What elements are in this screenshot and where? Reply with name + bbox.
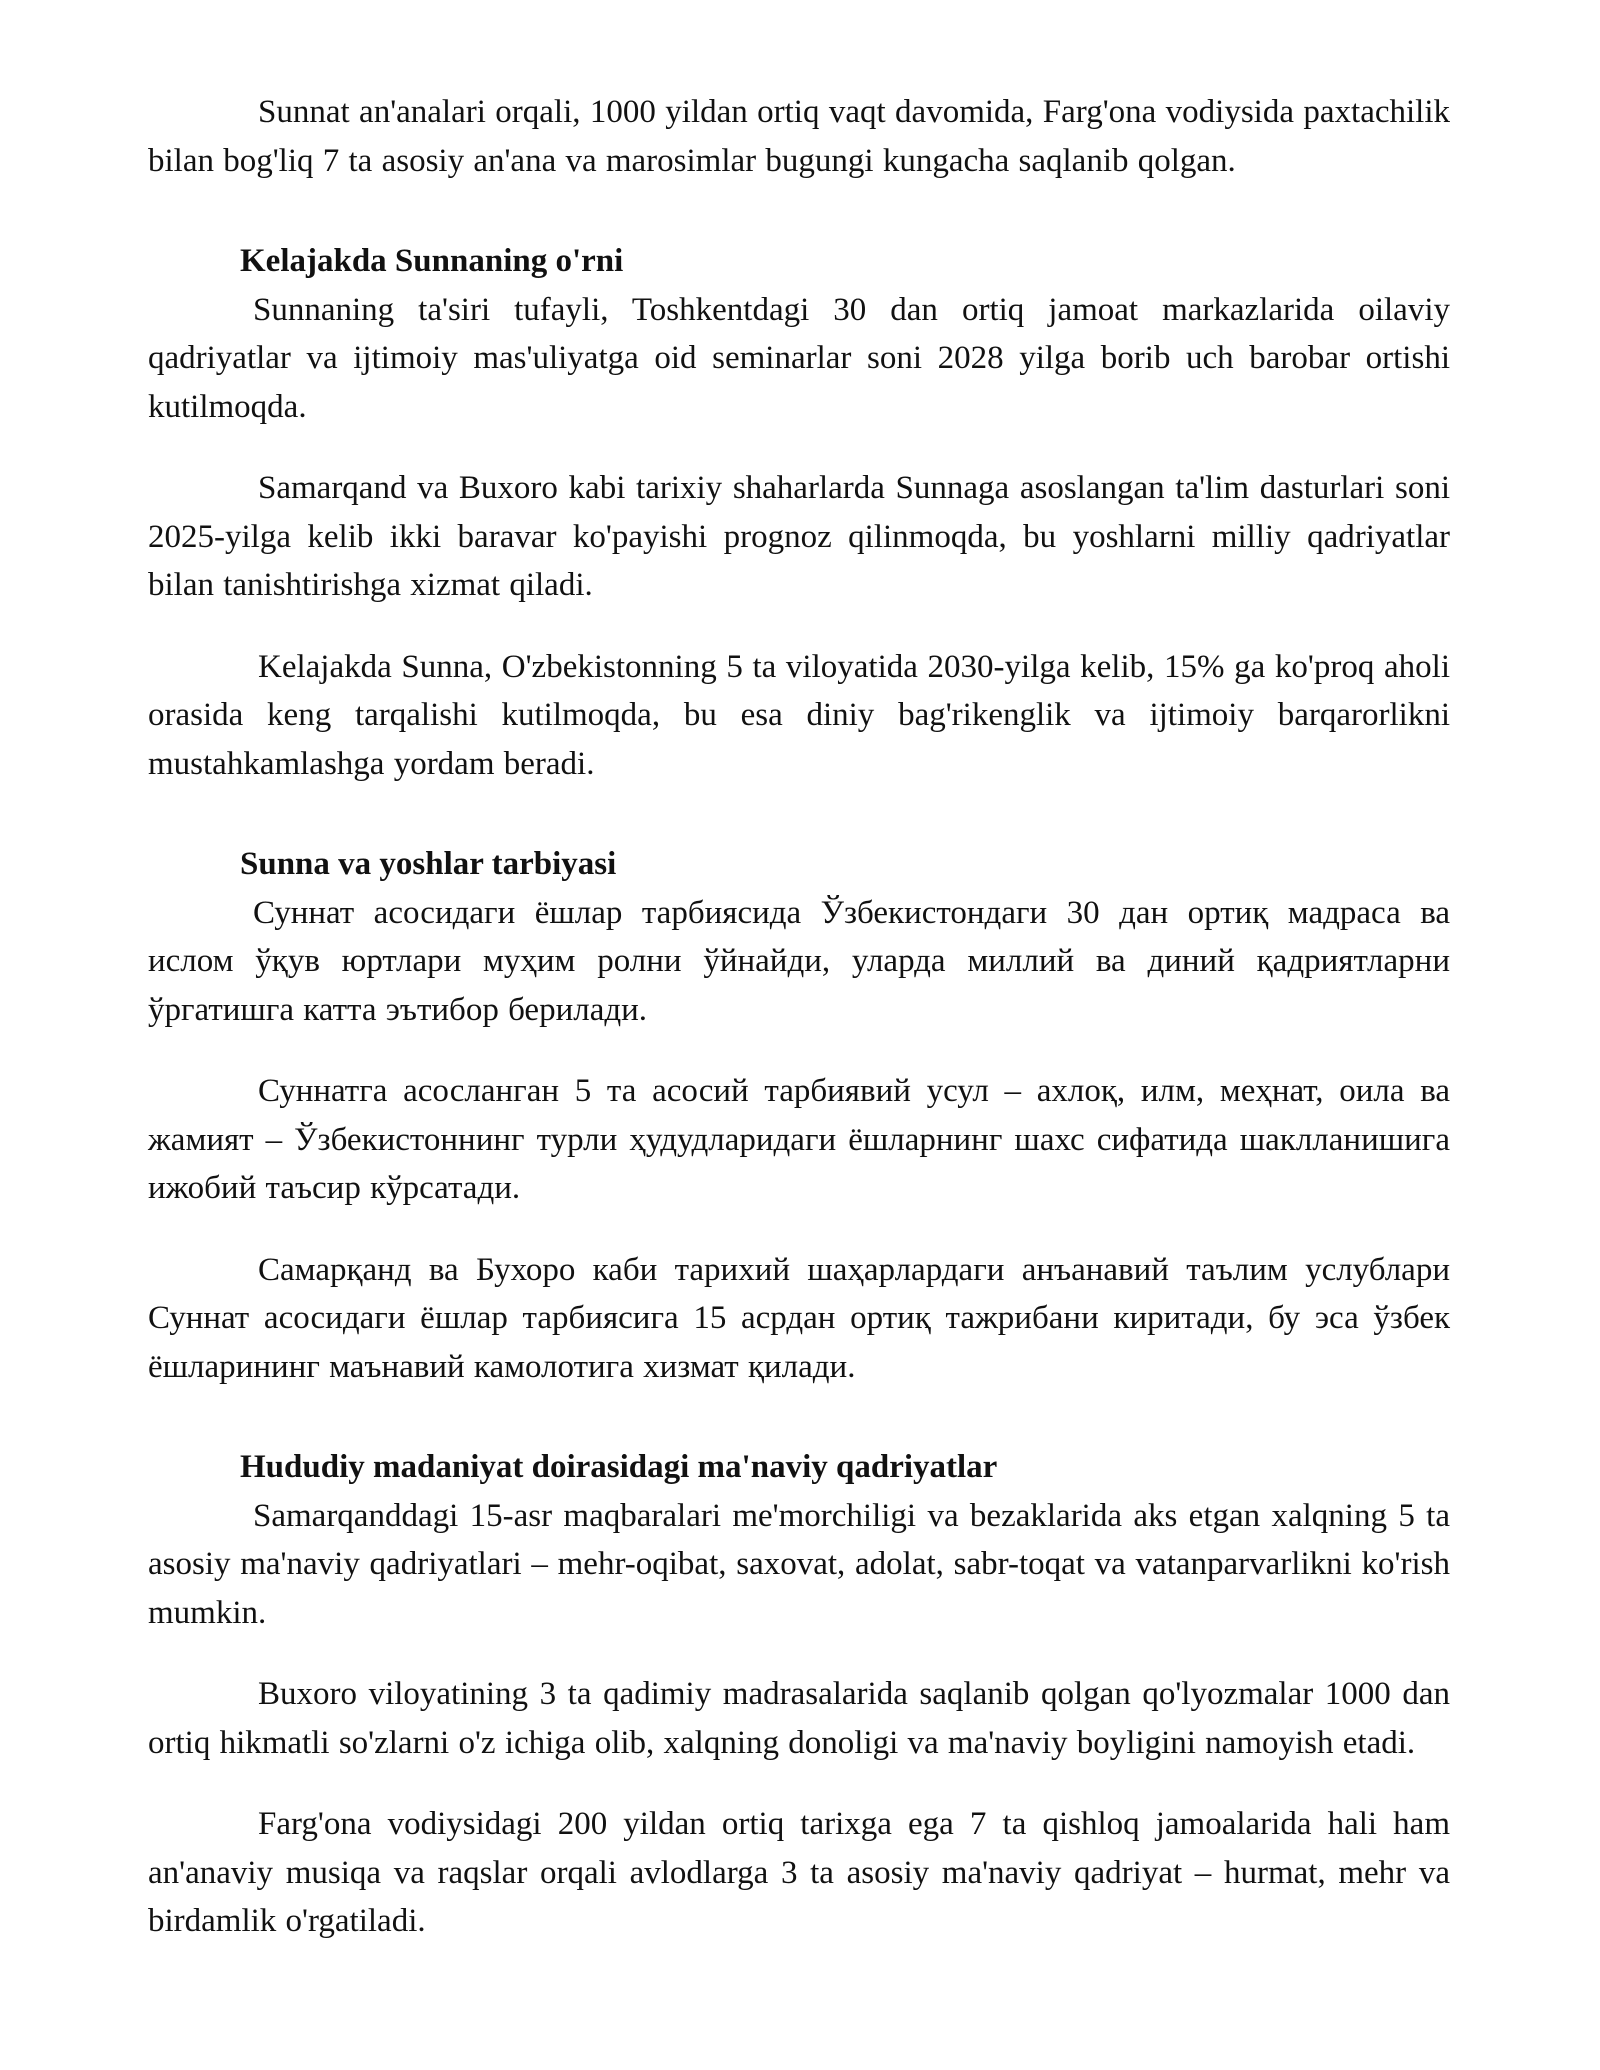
paragraph-intro: Sunnat an'analari orqali, 1000 yildan ortiq vaqt davomida, Farg'ona vodiysida paxtachilik bilan bog'liq 7 ta asosiy an'ana va marosimlar bugungi kungacha saqlanib qolgan. [148,94,1450,179]
paragraph: Samarqand va Buxoro kabi tarixiy shaharlarda Sunnaga asoslangan ta'lim dasturlari soni 2025-yilga kelib ikki baravar ko'payishi prognoz qilinmoqda, bu yoshlarni milliy qadriyatlar bilan tanishtirishga xizmat qiladi. [148,470,1450,603]
paragraph: Farg'ona vodiysidagi 200 yildan ortiq tarixga ega 7 ta qishloq jamoalarida hali ham an'anaviy musiqa va raqslar orqali avlodlarga 3 ta asosiy ma'naviy qadriyat – hurmat, mehr va birdamlik o'rgatiladi. [148,1806,1450,1939]
section-heading-youth: Sunna va yoshlar tarbiyasi [240,846,617,882]
paragraph: Самарқанд ва Бухоро каби тарихий шаҳарлардаги анъанавий таълим услублари Суннат асосидаги ёшлар тарбиясига 15 асрдан ортиқ тажрибани киритади, бу эса ўзбек ёшларининг маънавий камолотига хизмат қилади. [148,1251,1450,1385]
paragraph: Sunnaning ta'siri tufayli, Toshkentdagi 30 dan ortiq jamoat markazlarida oilaviy qadriyatlar va ijtimoiy mas'uliyatga oid seminarlar soni 2028 yilga borib uch barobar ortishi kutilmoqda. [148,291,1450,425]
paragraph: Суннат асосидаги ёшлар тарбиясида Ўзбекистондаги 30 дан ортиқ мадраса ва ислом ўқув юртлари муҳим ролни ўйнайди, уларда миллий ва диний қадриятларни ўргатишга катта эътибор берилади. [148,894,1450,1028]
document-page [148,88,1450,1979]
paragraph: Buxoro viloyatining 3 ta qadimiy madrasalarida saqlanib qolgan qo'lyozmalar 1000 dan ortiq hikmatli so'zlarni o'z ichiga olib, xalqning donoligi va ma'naviy boyligini namoyish etadi. [148,1676,1450,1761]
paragraph: Samarqanddagi 15-asr maqbaralari me'morchiligi va bezaklarida aks etgan xalqning 5 ta asosiy ma'naviy qadriyatlari – mehr-oqibat, saxovat, adolat, sabr-toqat va vatanparvarlikni ko'rish mumkin. [148,1497,1450,1631]
paragraph: Суннатга асосланган 5 та асосий тарбиявий усул – ахлоқ, илм, меҳнат, оила ва жамият – Ўзбекистоннинг турли ҳудудларидаги ёшларнинг шахс сифатида шаклланишига ижобий таъсир кўрсатади. [148,1073,1450,1206]
section-heading-future: Kelajakda Sunnaning o'rni [240,243,624,279]
section-heading-regional-culture: Hududiy madaniyat doirasidagi ma'naviy qadriyatlar [240,1449,998,1485]
paragraph: Kelajakda Sunna, O'zbekistonning 5 ta viloyatida 2030-yilga kelib, 15% ga ko'proq aholi orasida keng tarqalishi kutilmoqda, bu esa diniy bag'rikenglik va ijtimoiy barqarorlikni mustahkamlashga yordam beradi. [148,648,1450,782]
